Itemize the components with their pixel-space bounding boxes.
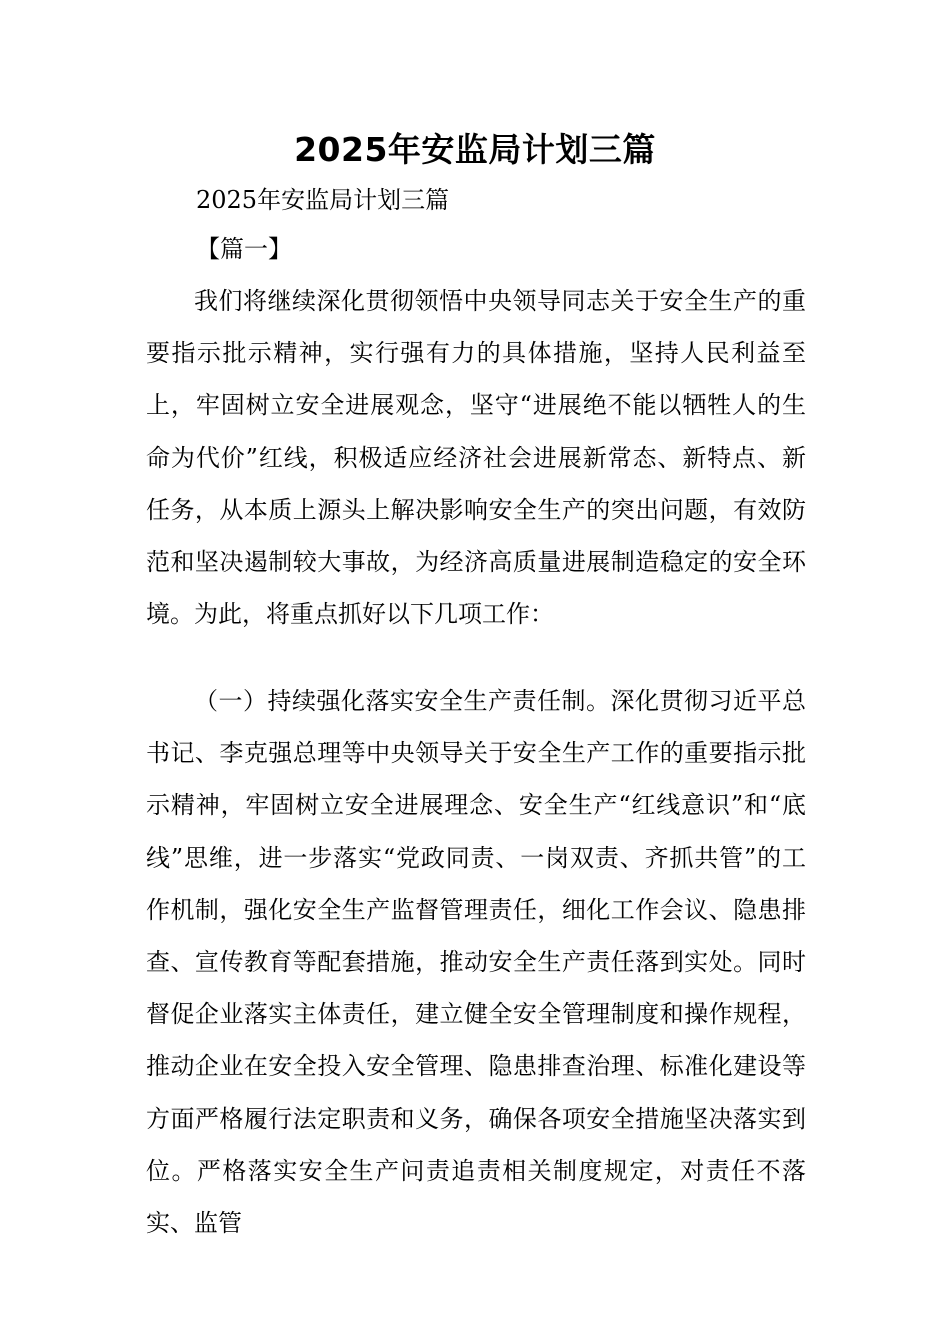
section-label: 【篇一】 [196,235,292,263]
body-paragraph-2: （一）持续强化落实安全生产责任制。深化贯彻习近平总书记、李克强总理等中央领导关于安全生产工作的重要指示批示精神，牢固树立安全进展理念、安全生产“红线意识”和“底线”思维，进一步落实“党政同责、一岗双责、齐抓共管”的工作机制，强化安全生产监督管理责任，细化工作会议、隐患排查、宣传教育等配套措施，推动安全生产责任落到实处。同时督促企业落实主体责任，建立健全安全管理制度和操作规程，推动企业在安全投入安全管理、隐患排查治理、标准化建设等方面严格履行法定职责和义务，确保各项安全措施坚决落实到位。严格落实安全生产问责追责相关制度规定，对责任不落实、监管 [146,687,806,1238]
document-subtitle: 2025年安监局计划三篇 [196,186,450,214]
document-title: 2025年安监局计划三篇 [294,130,656,169]
body-paragraph-1: 我们将继续深化贯彻领悟中央领导同志关于安全生产的重要指示批示精神，实行强有力的具体措施，坚持人民利益至上，牢固树立安全进展观念，坚守“进展绝不能以牺牲人的生命为代价”红线，积极适应经济社会进展新常态、新特点、新任务，从本质上源头上解决影响安全生产的突出问题，有效防范和坚决遏制较大事故，为经济高质量进展制造稳定的安全环境。为此，将重点抓好以下几项工作： [146,287,806,629]
